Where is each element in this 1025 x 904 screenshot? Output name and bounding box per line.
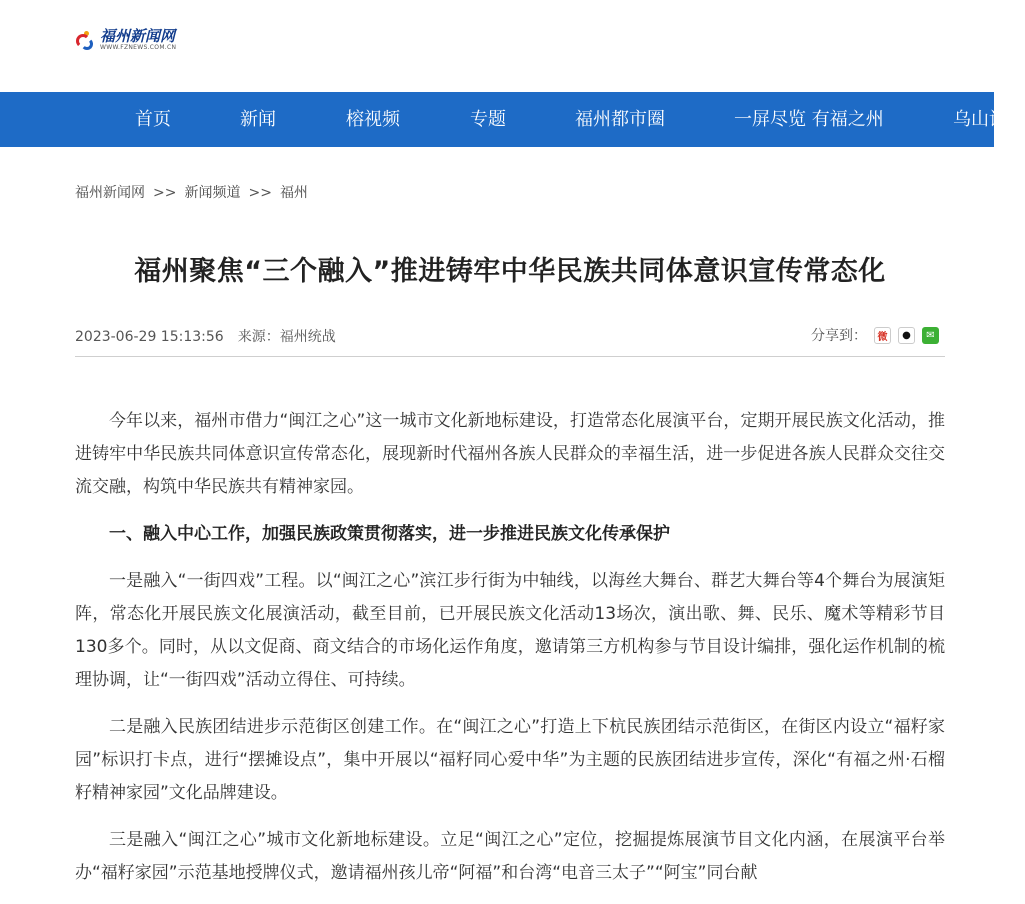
breadcrumb-news-channel[interactable]: 新闻频道 bbox=[184, 185, 241, 201]
article-title: 福州聚焦“三个融入”推进铸牢中华民族共同体意识宣传常态化 bbox=[134, 256, 886, 287]
article-source: 来源：福州统战 bbox=[237, 329, 336, 345]
site-logo[interactable] bbox=[76, 28, 176, 52]
qq-share-icon[interactable]: ● bbox=[898, 327, 915, 344]
share-bar bbox=[811, 325, 939, 345]
breadcrumb-fuzhou[interactable]: 福州 bbox=[279, 185, 308, 201]
breadcrumb-separator: >> bbox=[153, 185, 177, 201]
article-paragraph: 二是融入民族团结进步示范街区创建工作。在“闽江之心”打造上下杭民族团结示范街区，在街区内设立“福籽家园”标识打卡点，进行“摆摊设点”，集中开展以“福籽同心爱中华”为主题的民族团结进步宣传，深化“有福之州·石榴籽精神家园”文化品牌建设。 bbox=[75, 717, 945, 803]
article-paragraph: 三是融入“闽江之心”城市文化新地标建设。立足“闽江之心”定位，挖掘提炼展演节目文化内涵，在展演平台举办“福籽家园”示范基地授牌仪式，邀请福州孩儿帝“阿福”和台湾“电音三太子”“阿宝”同台献 bbox=[75, 830, 945, 883]
breadcrumb-separator: >> bbox=[248, 185, 272, 201]
site-header bbox=[0, 0, 994, 92]
logo-name: 福州新闻网 bbox=[100, 27, 176, 45]
article-meta bbox=[75, 326, 336, 346]
nav-item-topics[interactable]: 专题 bbox=[470, 109, 506, 130]
logo-url: WWW.FZNEWS.COM.CN bbox=[100, 44, 177, 51]
breadcrumb-home[interactable]: 福州新闻网 bbox=[75, 185, 145, 201]
wechat-share-icon[interactable]: ✉ bbox=[922, 327, 939, 344]
nav-item-metro[interactable]: 福州都市圈 bbox=[575, 109, 665, 130]
nav-item-video[interactable]: 榕视频 bbox=[346, 109, 400, 130]
logo-mark-icon bbox=[76, 28, 98, 52]
share-label: 分享到： bbox=[811, 328, 867, 344]
article-paragraph: 今年以来，福州市借力“闽江之心”这一城市文化新地标建设，打造常态化展演平台，定期开展民族文化活动，推进铸牢中华民族共同体意识宣传常态化，展现新时代福州各族人民群众的幸福生活，进一步促进各族人民群众交往交流交融，构筑中华民族共有精神家园。 bbox=[75, 411, 945, 497]
article-paragraph: 一是融入“一街四戏”工程。以“闽江之心”滨江步行街为中轴线，以海丝大舞台、群艺大舞台等4个舞台为展演矩阵，常态化开展民族文化展演活动，截至目前，已开展民族文化活动13场次，演出歌、舞、民乐、魔术等精彩节目130多个。同时，从以文促商、商文结合的市场化运作角度，邀请第三方机构参与节目设计编排，强化运作机制的梳理协调，让“一街四戏”活动立得住、可持续。 bbox=[75, 571, 945, 690]
article-body bbox=[75, 405, 945, 904]
publish-datetime: 2023-06-29 15:13:56 bbox=[75, 329, 224, 345]
breadcrumb bbox=[75, 182, 308, 202]
nav-item-wushan-forum[interactable]: 乌山论坛 bbox=[953, 109, 1025, 130]
weibo-share-icon[interactable]: 微 bbox=[874, 327, 891, 344]
meta-divider bbox=[75, 356, 945, 357]
article-section-heading: 一、融入中心工作，加强民族政策贯彻落实，进一步推进民族文化传承保护 bbox=[109, 524, 670, 544]
nav-item-news[interactable]: 新闻 bbox=[240, 109, 276, 130]
nav-item-home[interactable]: 首页 bbox=[135, 109, 171, 130]
nav-item-overview[interactable]: 一屏尽览 有福之州 bbox=[734, 109, 884, 130]
main-nav bbox=[0, 92, 1025, 147]
